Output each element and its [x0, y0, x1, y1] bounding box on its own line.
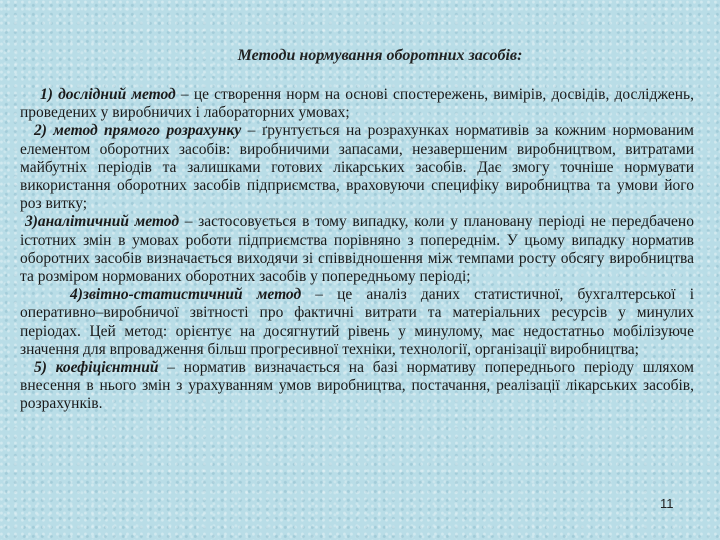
- page-number: 11: [660, 496, 674, 511]
- method-item-3: [20, 213, 694, 286]
- method-description: – застосовується в тому випадку, коли у плановану періоді не передбачено істотних змін в умовах роботи підприємства порівняно з попереднім. У цьому випадку норматив оборотних засобів визначається виходячи зі співвідношення між темпами росту обсягу виробництва та розміром нормованих оборотних засобів у попередньому періоді;: [20, 213, 694, 286]
- method-item-1: [20, 86, 694, 122]
- method-term: 3)аналітичний метод: [25, 213, 180, 231]
- method-description: – це аналіз даних статистичної, бухгалтерської і оперативно–виробничої звітності про фактичні витрати та матеріальних ресурсів у минулих періодах. Цей метод: орієнтує на досягнутий рівень у минулому, має недостатньо мобілізуюче значення для впровадження більш прогресивної техніки, технології, організації виробництва;: [20, 286, 695, 358]
- method-description: – ґрунтується на розрахунках нормативів за кожним нормованим елементом оборотних засобів: виробничими запасами, незавершеним виробництвом, витратами майбутніх періодів та залишками готових лікарських засобів. Дає змогу точніше нормувати використання оборотних засобів підприємства, враховуючи специфіку виробництва та умови його роз витку;: [20, 122, 694, 213]
- method-term: 5) коефіцієнтний: [34, 359, 159, 377]
- method-term: 4)звітно-статистичний метод: [70, 286, 302, 304]
- method-term: 2) метод прямого розрахунку: [34, 122, 242, 140]
- method-description: – норматив визначається на базі нормативу попереднього періоду шляхом внесення в нього змін з урахуванням умов виробництва, постачання, реалізації лікарських засобів, розрахунків.: [20, 359, 694, 413]
- slide-body: [20, 86, 694, 414]
- method-item-4: [20, 286, 694, 359]
- method-item-5: [20, 359, 694, 414]
- slide-title: Методи нормування оборотних засобів:: [237, 47, 523, 64]
- method-description: – це створення норм на основі спостережень, вимірів, досвідів, досліджень, проведених у виробничих і лабораторних умовах;: [20, 86, 694, 122]
- method-term: 1) дослідний метод: [40, 86, 176, 103]
- method-item-2: [20, 122, 694, 213]
